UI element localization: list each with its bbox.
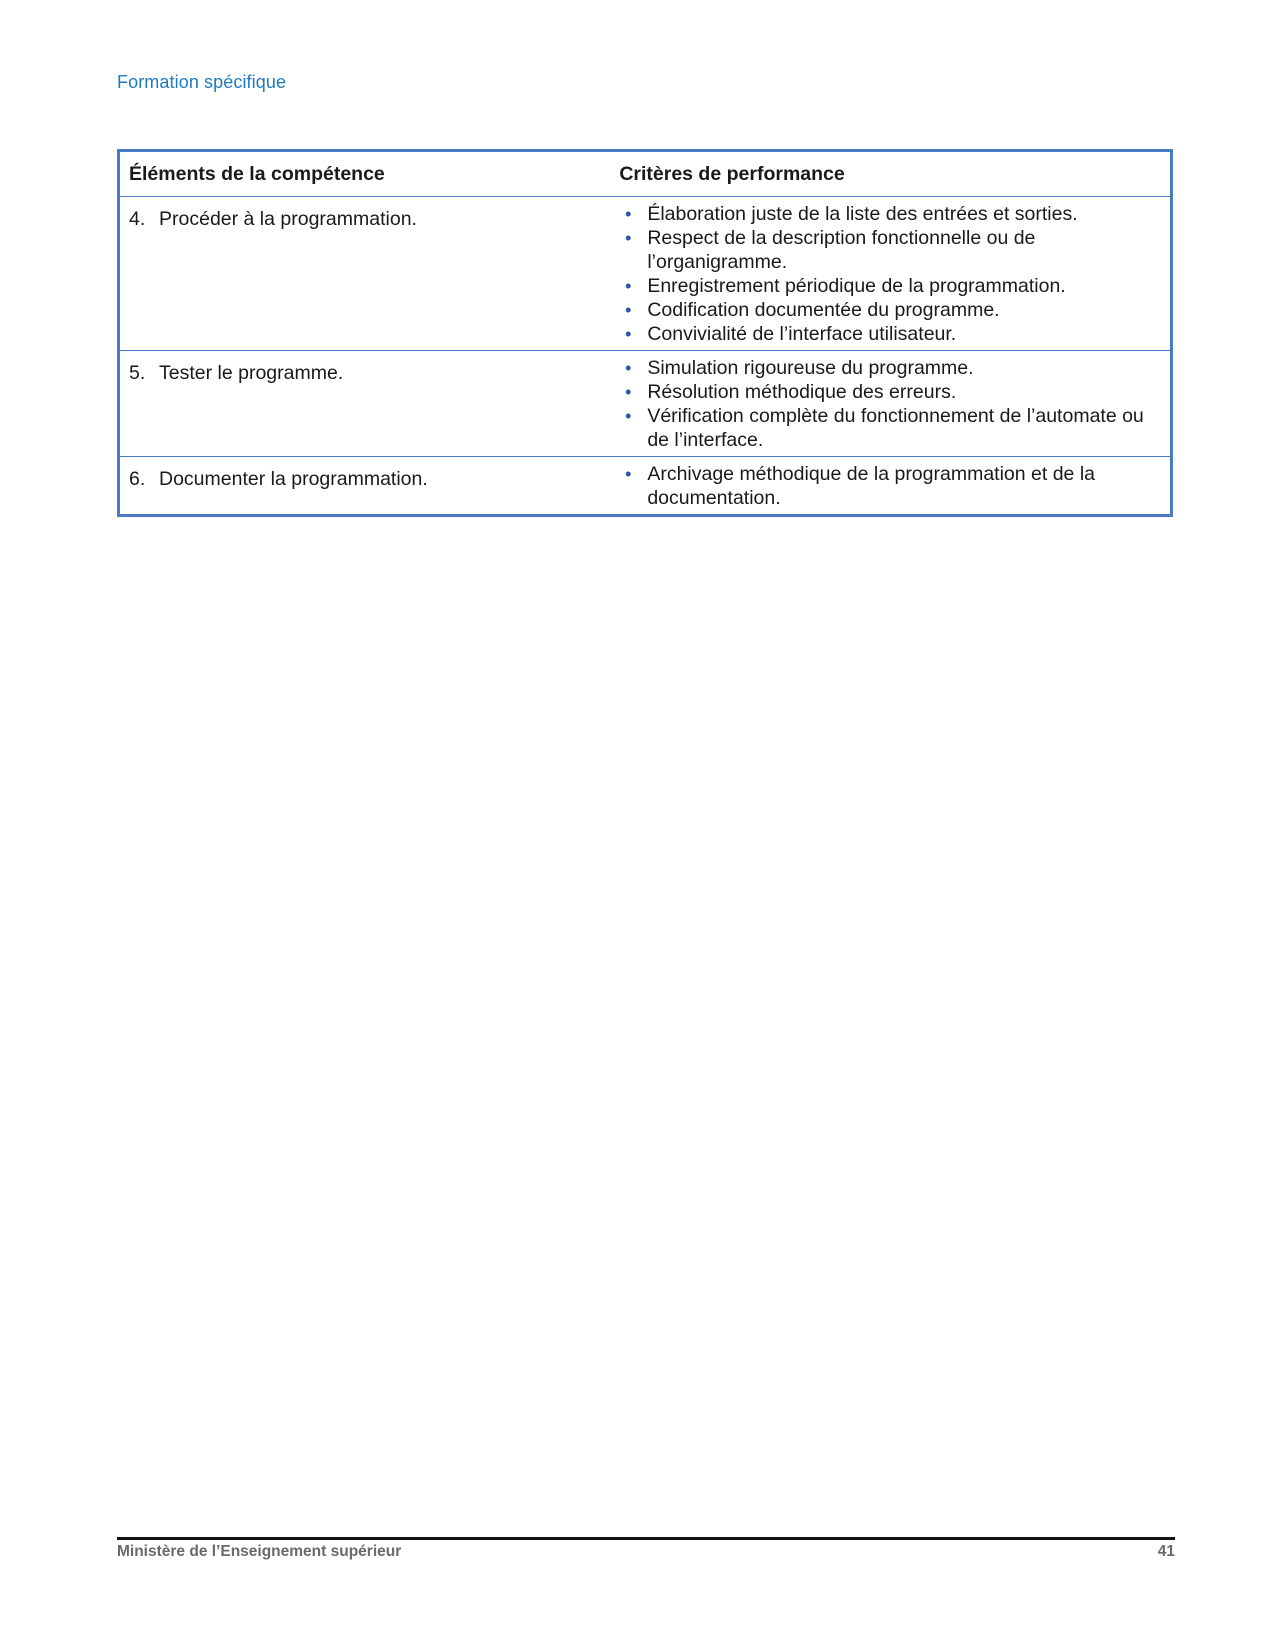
list-item: • Résolution méthodique des erreurs. xyxy=(619,380,1156,404)
criteria-list xyxy=(619,202,1156,346)
criteria-cell xyxy=(611,197,1171,351)
list-item: • Archivage méthodique de la programmation et de la documentation. xyxy=(619,462,1156,510)
bullet-icon: • xyxy=(625,464,632,484)
element-text: Tester le programme. xyxy=(159,362,344,384)
competence-table xyxy=(117,149,1173,517)
list-item: • Convivialité de l’interface utilisateur. xyxy=(619,322,1156,346)
table-row xyxy=(119,457,1172,516)
footer-ministry: Ministère de l’Enseignement supérieur xyxy=(117,1543,402,1560)
element-cell xyxy=(119,457,612,516)
criteria-list xyxy=(619,356,1156,452)
table-row xyxy=(119,351,1172,457)
bullet-icon: • xyxy=(625,228,632,248)
table-row xyxy=(119,197,1172,351)
bullet-icon: • xyxy=(625,382,632,402)
bullet-icon: • xyxy=(625,204,632,224)
list-item: • Respect de la description fonctionnelle ou de l’organigramme. xyxy=(619,226,1156,274)
footer-divider xyxy=(117,1537,1175,1540)
bullet-icon: • xyxy=(625,406,632,426)
element-number: 6. xyxy=(129,468,146,490)
bullet-icon: • xyxy=(625,358,632,378)
criteria-cell xyxy=(611,457,1171,516)
table-header-row xyxy=(119,151,1172,197)
list-item: • Simulation rigoureuse du programme. xyxy=(619,356,1156,380)
header-elements: Éléments de la compétence xyxy=(129,163,385,185)
list-item: • Vérification complète du fonctionnement de l’automate ou de l’interface. xyxy=(619,404,1156,452)
element-cell xyxy=(119,197,612,351)
list-item: • Élaboration juste de la liste des entrées et sorties. xyxy=(619,202,1156,226)
list-item: • Enregistrement périodique de la programmation. xyxy=(619,274,1156,298)
criteria-list xyxy=(619,462,1156,510)
bullet-icon: • xyxy=(625,276,632,296)
element-number: 5. xyxy=(129,362,146,384)
bullet-icon: • xyxy=(625,300,632,320)
running-header: Formation spécifique xyxy=(117,72,287,92)
element-number: 4. xyxy=(129,208,146,230)
page-number: 41 xyxy=(1157,1543,1175,1560)
element-text: Procéder à la programmation. xyxy=(159,208,417,230)
criteria-cell xyxy=(611,351,1171,457)
bullet-icon: • xyxy=(625,324,632,344)
element-text: Documenter la programmation. xyxy=(159,468,428,490)
element-cell xyxy=(119,351,612,457)
header-criteria: Critères de performance xyxy=(619,163,845,185)
list-item: • Codification documentée du programme. xyxy=(619,298,1156,322)
